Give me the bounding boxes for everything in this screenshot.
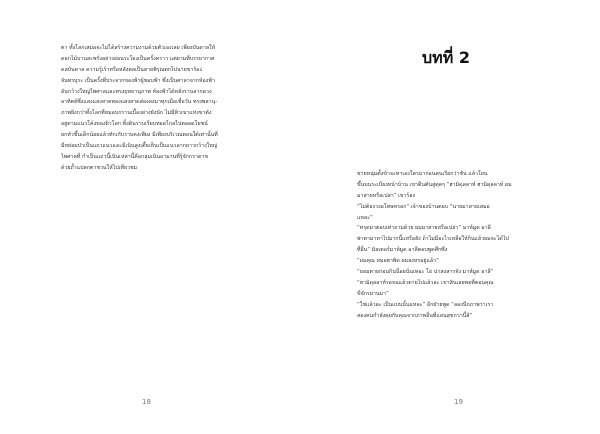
text-line: ขึ้นบนระเบียงหน้าบ้าน เขาตีนตันสู่ตุดๆ “ฮามิดุลลาห์ ฮามิดุลลาห์ ผม [357, 181, 512, 188]
text-line: อันกว้างใหญ่ไพศาลและทรงฤทธานุภาพ ห้องฟ้าได้หลั่งรานจากดวง [61, 88, 212, 95]
text-line: ภาพยิ่งกว่าทั้งโลกที่หมอบกรานเบื้องล่างยังนัก ไม่มีทิวเขาแห่งขาตัง [61, 110, 212, 117]
text-line: อาทิตย์ซึ่งแสงแสงสาดทองแสงสาดส่องลงมาทุกเมื่อเชื่อวัน ทรงพลานุ- [61, 99, 218, 106]
text-line: แหละ” [357, 214, 373, 221]
text-line: มาสายหรือเปล่า” เขาร้อง [357, 192, 416, 199]
text-line: “ทรุดมาตอบเท่าถามด้วย ผมมาสายหรือเปล่า” มาห์มูด อาลี [357, 225, 491, 232]
text-line: ด้วยถ้ำแปลกตาชวนให้ไปเที่ยวชม [61, 164, 138, 171]
right-page-body [357, 169, 567, 321]
text-line: ยกหัวขึ้นเด็กน้อยแล้วทักเกับราบคงเพียง มีเพียงบริเวณตอนใต้เท่านั้นที่ [61, 132, 218, 139]
text-line: สองคนกำลังคุยกับคุณจากภาพอื่นที่แสนสุขกว่านี้สิ” [357, 312, 473, 319]
left-page-number: 18 [142, 398, 151, 406]
text-line: พ่าตามาหาไปมากนี้แหรือยัง ถ้าไม่มีอะไรเหลือให้กินแล้วผมจะได้ไป [357, 236, 509, 243]
text-line: “ผมคุณ หมอฮาพิด ผมลงหรอยู่แล้ว” [357, 258, 439, 265]
chapter-title: บทที่ 2 [422, 48, 470, 67]
text-line: “ใช่แล้วละ เป็นแบบนั้นแหละ” อีกฝ่ายพูด “ลองนึกภาพว่าเรา [357, 301, 494, 308]
text-line: ดลบันดาล ความรู้เร้าหรือหลังตลเป็นสายพิรุณตกไปนายขาร้อง [61, 66, 202, 73]
text-line: ดอกไม้บานสะพรั่งอย่างอ่อนระโยงเป็นครั้งคราว แต่ยามที่บรรยากาศ [61, 55, 215, 62]
text-line: อยู่ตามแนวโค้งของผิวโลก ทิ้งดินราบเรียบทอดไกลไปตลอดโยชน์ [61, 121, 208, 128]
text-line: มีหย่อมป่าเป็นแถวแนวและมีเนินสูงเตี้ยเห็นเป็นแนวลากยาวกว้างใหญ่ [61, 143, 218, 150]
text-line: “ไม่ต้องวงอโทษหรอก” เจ้าของบ้านตอบ “นายมาสายเสมอ [357, 203, 490, 210]
left-page-body [61, 43, 257, 174]
right-page-number: 19 [454, 398, 463, 406]
text-line: ชายหนุ่มตั้งข้าจะทาเองใครมาก่อนคนเรียกว่าชัน แล้วโยน [357, 171, 488, 177]
text-line: “ยอมตายก่อนกินนื่อยนั่นเทอะ โธ่ น่าสงสารจัง มาห์มูด อาลี” [357, 269, 494, 276]
text-line: ไพศาลที่ กำเป็นแถวนี้เนินเหล่านี้คือกลุ่มเนินอามานที่รู้จักกราดาช [61, 153, 208, 160]
text-line: ตา ทั้งโลกเสมอจะไม่ได้สร้างความงามด้วยตัวเองเลย เพียงบันดาลให้ [61, 45, 216, 51]
text-line: จันทรบุระ เป็นครั้งที่ประจากของฟ้าผู้ชอบฟ้า ซึ่งเป็นศาลาจากห้องฟ้า [61, 77, 215, 84]
text-line: “ฮามิดุลลาห์รอจนแล้วตายไปแล้วละ เขาสินเลยพอที่ตอนคุณ [357, 279, 494, 286]
text-line: ที่อื่น” มิสเตอร์มาห์มูด อาลีตอบพูดศึกซึง [357, 247, 448, 254]
text-line: ขี่จักรยานมา” [357, 290, 389, 297]
